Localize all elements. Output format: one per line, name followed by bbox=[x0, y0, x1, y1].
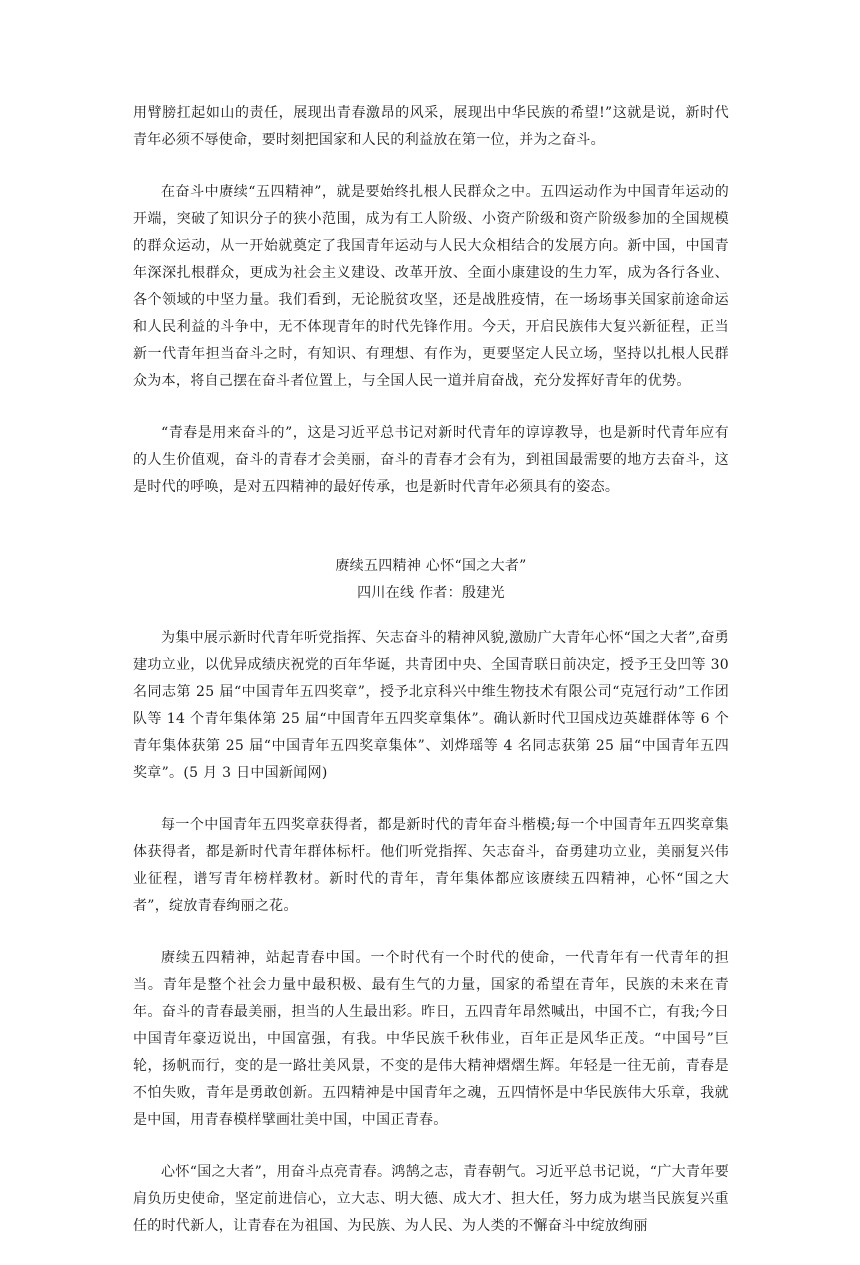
document-page bbox=[133, 100, 729, 1265]
article-byline: 四川在线 作者：殷建光 bbox=[357, 585, 505, 601]
article-heading bbox=[133, 553, 729, 607]
body-paragraph: 心怀“国之大者”，用奋斗点亮青春。鸿鹄之志，青春朝气。习近平总书记说，“广大青年要肩负历史使命，坚定前进信心，立大志、明大德、成大才、担大任，努力成为堪当民族复兴重任的时代新人，让青春在为祖国、为民族、为人民、为人类的不懈奋斗中绽放绚丽 bbox=[133, 1164, 729, 1234]
body-paragraph: 为集中展示新时代青年听党指挥、矢志奋斗的精神风貌,激励广大青年心怀“国之大者”,奋勇建功立业，以优异成绩庆祝党的百年华诞，共青团中央、全国青联日前决定，授予王殳凹等 30 名同志第 25 届“中国青年五四奖章”，授予北京科兴中维生物技术有限公司“克冠行动”工作团队等 14 个青年集体第 25 届“中国青年五四奖章集体”。确认新时代卫国戍边英雄群体等 6 个青年集体获第 25 届“中国青年五四奖章集体”、刘烨瑶等 4 名同志获第 25 届“中国青年五四奖章”。(5 月 3 日中国新闻网) bbox=[133, 630, 729, 781]
body-paragraph: 每一个中国青年五四奖章获得者，都是新时代的青年奋斗楷模;每一个中国青年五四奖章集体获得者，都是新时代青年群体标杆。他们听党指挥、矢志奋斗，奋勇建功立业，美丽复兴伟业征程，谱写青年榜样教材。新时代的青年，青年集体都应该赓续五四精神，心怀“国之大者”，绽放青春绚丽之花。 bbox=[133, 817, 729, 914]
body-paragraph: “青春是用来奋斗的”，这是习近平总书记对新时代青年的谆谆教导，也是新时代青年应有的人生价值观，奋斗的青春才会美丽，奋斗的青春才会有为，到祖国最需要的地方去奋斗，这是时代的呼唤，是对五四精神的最好传承，也是新时代青年必须具有的姿态。 bbox=[133, 425, 729, 495]
body-paragraph: 赓续五四精神，站起青春中国。一个时代有一个时代的使命，一代青年有一代青年的担当。青年是整个社会力量中最积极、最有生气的力量，国家的希望在青年，民族的未来在青年。奋斗的青春最美丽，担当的人生最出彩。昨日，五四青年昂然喊出，中国不亡，有我;今日中国青年豪迈说出，中国富强，有我。中华民族千秋伟业，百年正是风华正茂。“中国号”巨轮，扬帆而行，变的是一路壮美风景，不变的是伟大精神熠熠生辉。年轻是一往无前，青春是不怕失败，青年是勇敢创新。五四精神是中国青年之魂，五四情怀是中华民族伟大乐章，我就是中国，用青春模样擘画壮美中国，中国正青春。 bbox=[133, 950, 729, 1128]
article-title: 赓续五四精神 心怀“国之大者” bbox=[335, 558, 527, 574]
section-gap bbox=[133, 526, 729, 553]
body-paragraph: 用臂膀扛起如山的责任，展现出青春激昂的风采，展现出中华民族的希望!”这就是说，新时代青年必须不辱使命，要时刻把国家和人民的利益放在第一位，并为之奋斗。 bbox=[133, 105, 729, 148]
body-paragraph: 在奋斗中赓续“五四精神”，就是要始终扎根人民群众之中。五四运动作为中国青年运动的开端，突破了知识分子的狭小范围，成为有工人阶级、小资产阶级和资产阶级参加的全国规模的群众运动，从一开始就奠定了我国青年运动与人民大众相结合的发展方向。新中国，中国青年深深扎根群众，更成为社会主义建设、改革开放、全面小康建设的生力军，成为各行各业、各个领域的中坚力量。我们看到，无论脱贫攻坚，还是战胜疫情，在一场场事关国家前途命运和人民利益的斗争中，无不体现青年的时代先锋作用。今天，开启民族伟大复兴新征程，正当新一代青年担当奋斗之时，有知识、有理想、有作为，更要坚定人民立场，坚持以扎根人民群众为本，将自己摆在奋斗者位置上，与全国人民一道并肩奋战，充分发挥好青年的优势。 bbox=[133, 184, 729, 389]
